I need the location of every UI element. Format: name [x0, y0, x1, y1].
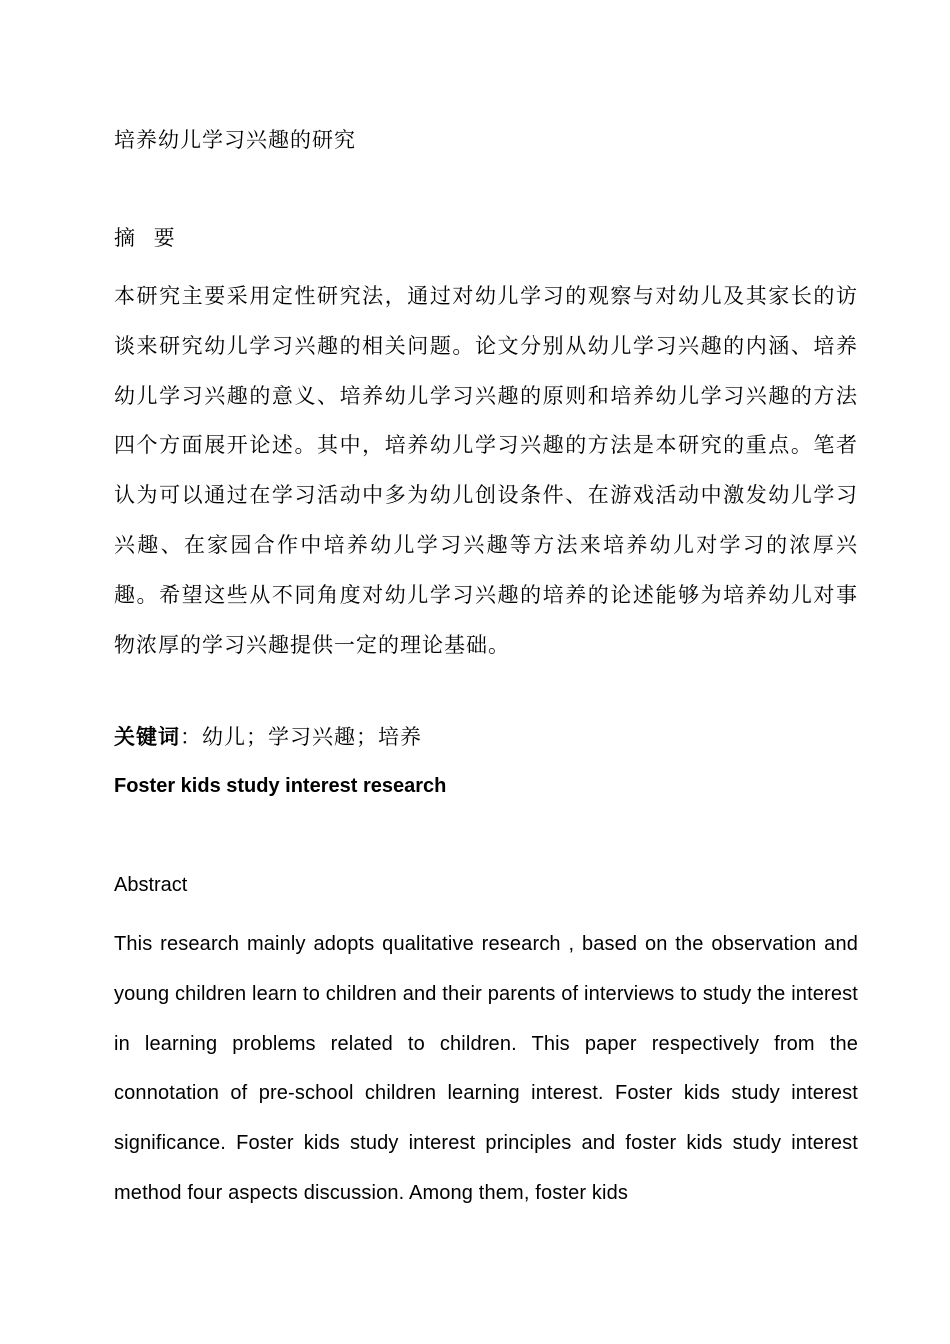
chinese-abstract-heading: 摘 要 — [114, 226, 181, 250]
english-title: Foster kids study interest research — [114, 775, 447, 797]
keywords-label: 关键词 — [114, 724, 180, 749]
keywords-value: 幼儿；学习兴趣；培养 — [202, 725, 422, 749]
chinese-keywords — [114, 721, 858, 753]
english-abstract-body: This research mainly adopts qualitative research , based on the observation and young children learn to children and their parents of interviews to study the interest in learning problems related to children. This paper respectively from the connotation of pre-school children learning interest. Foster kids study interest significance. Foster kids study interest principles and foster kids study interest method four aspects discussion. Among them, foster kids — [114, 933, 858, 1204]
chinese-abstract-body: 本研究主要采用定性研究法，通过对幼儿学习的观察与对幼儿及其家长的访谈来研究幼儿学习兴趣的相关问题。论文分别从幼儿学习兴趣的内涵、培养幼儿学习兴趣的意义、培养幼儿学习兴趣的原则和培养幼儿学习兴趣的方法四个方面展开论述。其中，培养幼儿学习兴趣的方法是本研究的重点。笔者认为可以通过在学习活动中多为幼儿创设条件、在游戏活动中激发幼儿学习兴趣、在家园合作中培养幼儿学习兴趣等方法来培养幼儿对学习的浓厚兴趣。希望这些从不同角度对幼儿学习兴趣的培养的论述能够为培养幼儿对事物浓厚的学习兴趣提供一定的理论基础。 — [114, 284, 858, 657]
chinese-title: 培养幼儿学习兴趣的研究 — [114, 128, 356, 152]
english-abstract-heading: Abstract — [114, 874, 188, 896]
keywords-separator: ： — [180, 725, 202, 749]
